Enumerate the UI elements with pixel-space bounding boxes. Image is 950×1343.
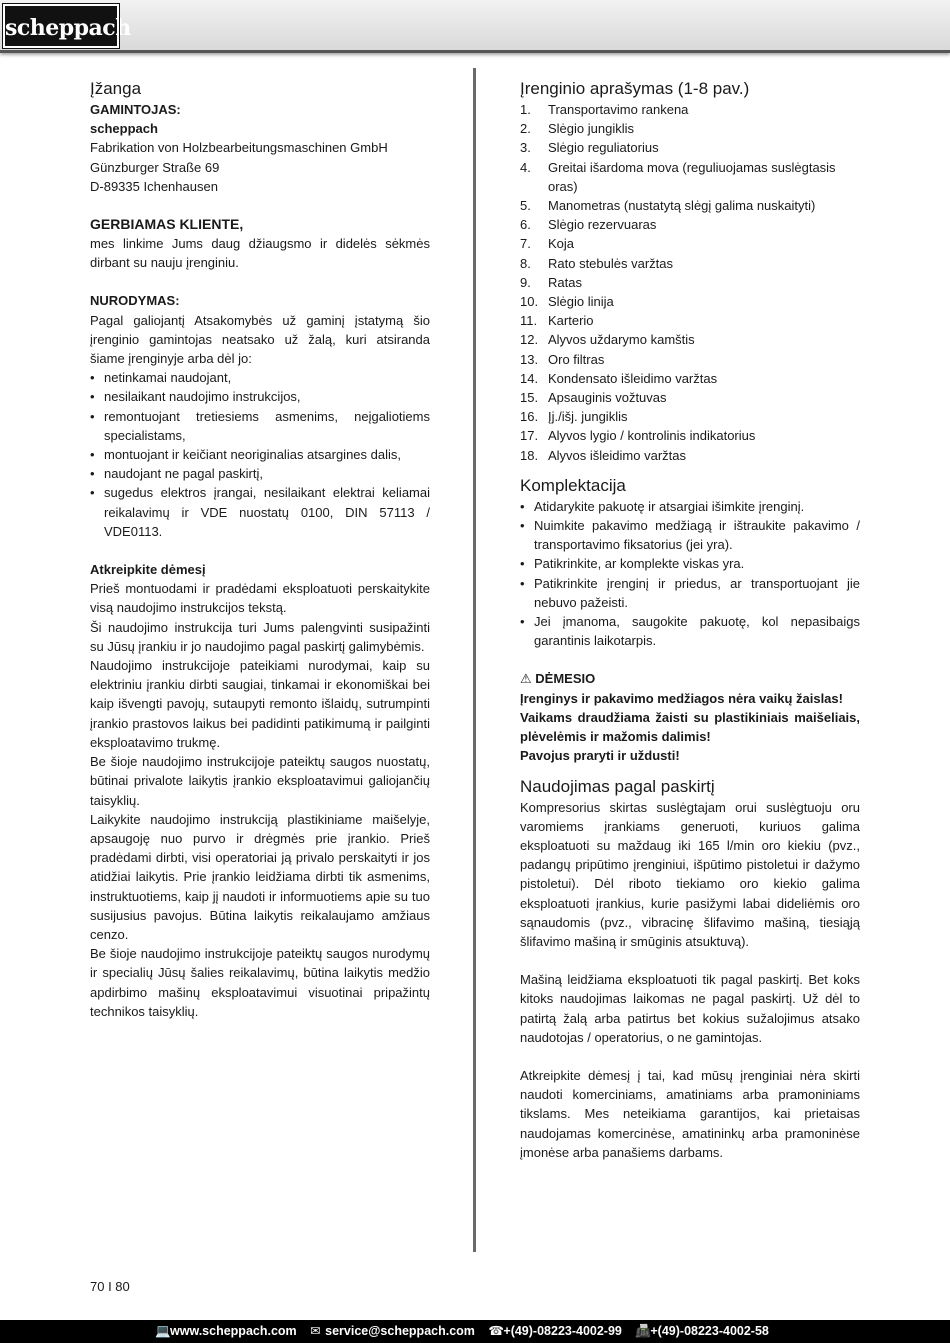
description-list — [520, 100, 860, 465]
item-number: 5. — [520, 198, 531, 214]
item-number: 12. — [520, 332, 539, 348]
note-text: Pagal galiojantį Atsakomybės už gaminį įstatymą šio įrenginio gamintojas neatsako už žalą, kuri atsiranda šiame įrenginyje arba dėl jo: — [90, 312, 430, 367]
phone-icon: ☎ — [488, 1324, 504, 1338]
item-text: Alyvos lygio / kontrolinis indikatorius — [548, 428, 756, 444]
usage-paragraph: Atkreipkite dėmesį į tai, kad mūsų įrenginiai nėra skirti naudoti komerciniams, amatiniams arba pramoniniams tikslams. Mes neteikiama garantijos, kai prietaisas naudojamas komercinėse, amatininkų arba pramoninėse įmonėse arba panašiems darbams. — [520, 1067, 860, 1160]
list-item: • sugedus elektros įrangai, nesilaikant elektrai keliamai reikalavimų ir VDE nuostatų 0100, DIN 57113 / VDE0113. — [90, 483, 430, 541]
description-item — [520, 234, 860, 253]
footer-email[interactable]: ✉ service@scheppach.com — [310, 1320, 475, 1343]
description-item — [520, 254, 860, 273]
list-item: • netinkamai naudojant, — [90, 368, 430, 387]
warning-title: DĖMESIO — [535, 671, 596, 687]
description-item — [520, 407, 860, 426]
footer-fax: 📠+(49)-08223-4002-58 — [635, 1320, 769, 1343]
description-item — [520, 100, 860, 119]
description-item — [520, 196, 860, 215]
column-divider — [473, 68, 476, 1252]
list-item: • Jei įmanoma, saugokite pakuotę, kol nepasibaigs garantinis laikotarpis. — [520, 612, 860, 650]
item-text: Oro filtras — [548, 351, 605, 367]
item-number: 10. — [520, 294, 539, 310]
item-number: 18. — [520, 447, 539, 463]
item-text: Kondensato išleidimo varžtas — [548, 370, 718, 386]
left-column — [90, 78, 430, 1021]
item-number: 1. — [520, 102, 531, 117]
address-line: D-89335 Ichenhausen — [90, 178, 218, 194]
item-number: 6. — [520, 217, 531, 233]
intro-title: Įžanga — [90, 79, 142, 98]
scheppach-logo: scheppach — [3, 4, 119, 48]
page-number: 70 I 80 — [90, 1279, 130, 1294]
attention-paragraph: Ši naudojimo instrukcija turi Jums palengvinti susipažinti su Jūsų įrankiu ir jo naudojimo pagal paskirtį galimybėmis. — [90, 619, 430, 654]
package-list — [520, 497, 860, 651]
list-item: • remontuojant tretiesiems asmenims, neįgaliotiems specialistams, — [90, 407, 430, 445]
item-number: 17. — [520, 428, 539, 444]
item-text: Rato stebulės varžtas — [548, 255, 674, 271]
list-item: • nesilaikant naudojimo instrukcijos, — [90, 387, 430, 406]
description-item — [520, 330, 860, 349]
list-item: • Patikrinkite įrenginį ir priedus, ar transportuojant jie nebuvo pažeisti. — [520, 574, 860, 612]
note-label: NURODYMAS: — [90, 293, 180, 309]
list-item: • montuojant ir keičiant neoriginalias atsargines dalis, — [90, 445, 430, 464]
warning-icon: ⚠ — [520, 671, 532, 687]
description-item — [520, 311, 860, 330]
item-text: Ratas — [548, 274, 582, 290]
customer-title: GERBIAMAS KLIENTE, — [90, 216, 244, 233]
warning-heading — [520, 669, 860, 688]
item-text: Manometras (nustatytą slėgį galima nuskaityti) — [548, 198, 816, 214]
item-text: Slėgio rezervuaras — [548, 217, 657, 233]
footer-phone: ☎+(49)-08223-4002-99 — [488, 1320, 622, 1343]
item-number: 11. — [520, 313, 538, 329]
warning-line: Įrenginys ir pakavimo medžiagos nėra vaikų žaislas! — [520, 690, 843, 706]
item-text: Apsauginis vožtuvas — [548, 390, 667, 406]
item-number: 16. — [520, 409, 539, 425]
manufacturer-label: GAMINTOJAS: — [90, 102, 181, 117]
item-text: Greitai išardoma mova (reguliuojamas suslėgtasis oras) — [548, 159, 836, 194]
description-item — [520, 446, 860, 465]
list-item: • naudojant ne pagal paskirtį, — [90, 464, 430, 483]
item-text: Transportavimo rankena — [548, 102, 689, 117]
list-item: • Atidarykite pakuotę ir atsargiai išimkite įrenginį. — [520, 497, 860, 516]
item-number: 4. — [520, 159, 531, 175]
description-item — [520, 369, 860, 388]
description-item — [520, 119, 860, 138]
footer-website[interactable]: 💻www.scheppach.com — [155, 1320, 297, 1343]
item-text: Slėgio linija — [548, 294, 614, 310]
item-number: 8. — [520, 255, 531, 271]
address-line: Fabrikation von Holzbearbeitungsmaschinen GmbH — [90, 140, 388, 156]
package-title: Komplektacija — [520, 475, 626, 495]
list-item: • Nuimkite pakavimo medžiagą ir ištraukite pakavimo / transportavimo fiksatorius (jei yra). — [520, 516, 860, 554]
description-item — [520, 138, 860, 157]
list-item: • Patikrinkite, ar komplekte viskas yra. — [520, 554, 860, 573]
attention-paragraph: Prieš montuodami ir pradėdami eksploatuoti perskaitykite visą naudojimo instrukcijos tekstą. — [90, 581, 430, 616]
item-text: Slėgio jungiklis — [548, 121, 634, 137]
attention-paragraph: Laikykite naudojimo instrukciją plastikiniame maišelyje, apsaugoję nuo purvo ir drėgmės prie įrankio. Prieš pradėdami dirbti, visi operatoriai ją privalo perskaityti ir jos atidžiai laikytis. Prie įrankio leidžiama dirbti tik asmenims, instruktuotiems, kaip jį naudoti ir informuotiems apie su tuo susijusius pavojus. Būtina laikytis reikalaujamo amžiaus cenzo. — [90, 811, 430, 942]
address-line: Günzburger Straße 69 — [90, 159, 220, 175]
header-bar — [0, 0, 950, 53]
item-number: 13. — [520, 351, 539, 367]
attention-title: Atkreipkite dėmesį — [90, 562, 206, 578]
item-text: Alyvos išleidimo varžtas — [548, 447, 686, 463]
description-item — [520, 215, 860, 234]
item-text: Karterio — [548, 313, 594, 329]
item-number: 7. — [520, 236, 531, 252]
item-number: 15. — [520, 390, 539, 406]
mail-icon: ✉ — [310, 1324, 321, 1338]
item-text: Įj./išj. jungiklis — [548, 409, 628, 425]
item-text: Alyvos uždarymo kamštis — [548, 332, 695, 348]
description-item — [520, 158, 860, 196]
item-text: Slėgio reguliatorius — [548, 140, 659, 156]
fax-icon: 📠 — [635, 1324, 651, 1338]
item-number: 14. — [520, 370, 539, 386]
attention-paragraph: Be šioje naudojimo instrukcijoje pateiktų saugos nurodymų ir specialių Jūsų šalies reikalavimų, būtina laikytis medžio apdirbimo mašinų eksploatavimui visuotinai pripažintų technikos taisyklių. — [90, 946, 430, 1019]
description-item — [520, 350, 860, 369]
computer-icon: 💻 — [155, 1324, 171, 1338]
usage-paragraph: Kompresorius skirtas suslėgtajam orui suslėgtuoju oru varomiems įrankiams generuoti, kuriuos galima eksploatuoti su maždaug iki 165 l/min oro kiekiu (pvz., padangų pripūtimo įrenginiui, išpūtimo pistoletui ir dažymo pistoletui). Dėl riboto tiekiamo oro kiekio galima eksploatuoti įrankius, kurie pasižymi labai dideliėmis oro sąnaudomis (pvz., vibracinę šlifavimo mašiną, tiesiąją šlifavimo mašiną ir smūginis atsuktuvą). — [520, 799, 860, 949]
usage-title: Naudojimas pagal paskirtį — [520, 776, 715, 796]
description-item — [520, 388, 860, 407]
footer-bar — [0, 1320, 950, 1343]
warning-line: Vaikams draudžiama žaisti su plastikiniais maišeliais, plėvelėmis ir mažomis dalimis! — [520, 709, 860, 745]
description-item — [520, 292, 860, 311]
note-list — [90, 368, 430, 541]
item-number: 9. — [520, 274, 531, 290]
attention-paragraph: Naudojimo instrukcijoje pateikiami nurodymai, kaip su elektriniu įrankiu dirbti saugiai, tinkamai ir ekonomiškai bei kaip išvengti pavojų, sutaupyti remonto išlaidų, sutrumpinti įrankio prastovos laikus bei padidinti patikimumą ir pailginti eksploatavimo trukmę. — [90, 658, 430, 750]
item-number: 2. — [520, 121, 531, 137]
warning-line: Pavojus praryti ir uždusti! — [520, 748, 680, 764]
description-item — [520, 273, 860, 292]
attention-paragraph: Be šioje naudojimo instrukcijoje pateiktų saugos nuostatų, būtinai privalote laikytis įrankio eksploatavimui galiojančių taisyklių. — [90, 754, 430, 808]
manufacturer-name: scheppach — [90, 121, 158, 137]
right-column — [520, 78, 860, 1162]
description-title: Įrenginio aprašymas (1-8 pav.) — [520, 79, 750, 98]
description-item — [520, 426, 860, 445]
usage-paragraph: Mašiną leidžiama eksploatuoti tik pagal paskirtį. Bet koks kitoks naudojimas laikomas ne pagal paskirtį. Už dėl to patirtą žalą arba patirtus bet kokius sužalojimus atsako naudotojas / operatorius, o ne gamintojas. — [520, 972, 860, 1045]
item-text: Koja — [548, 236, 575, 252]
item-number: 3. — [520, 140, 531, 156]
customer-text: mes linkime Jums daug džiaugsmo ir didelės sėkmės dirbant su nauju įrenginiu. — [90, 236, 430, 271]
